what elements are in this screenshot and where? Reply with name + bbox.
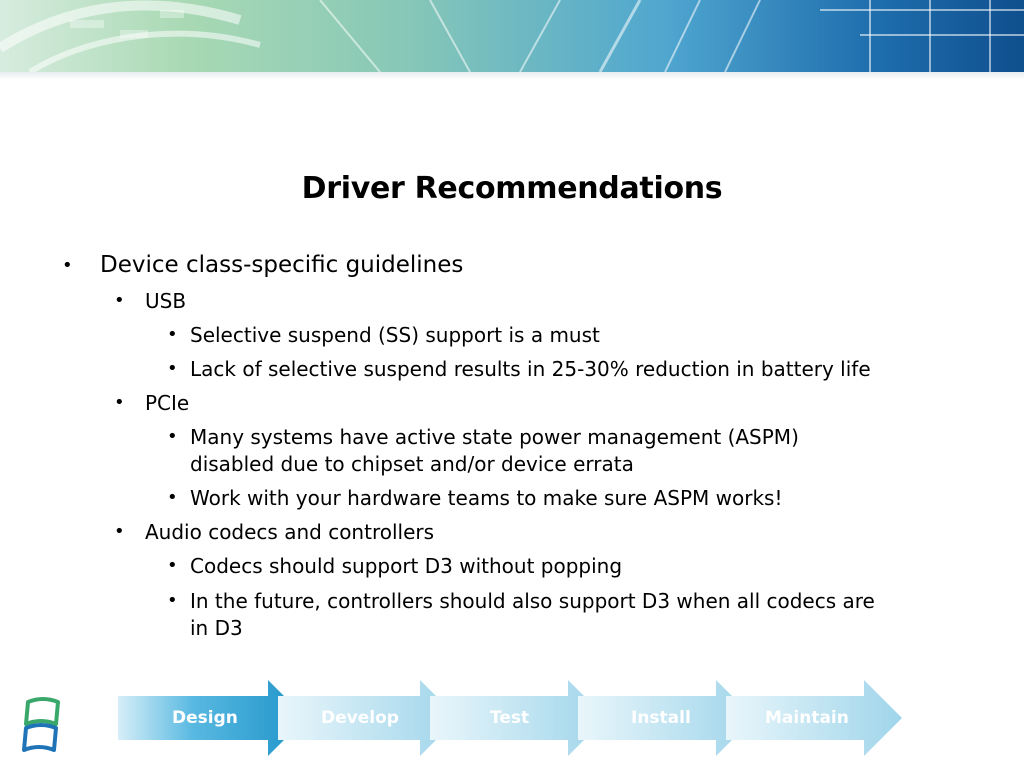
- bullet-dot-icon: •: [167, 358, 178, 379]
- slide-title: Driver Recommendations: [301, 171, 723, 206]
- bullet-dot-icon: •: [167, 590, 178, 611]
- bullet-dot-icon: •: [62, 255, 73, 276]
- bullet-dot-icon: •: [114, 290, 125, 311]
- bullet-dot-icon: •: [167, 555, 178, 576]
- stage-design: Design: [172, 708, 238, 728]
- bullet-dot-icon: •: [167, 487, 178, 508]
- bullet-dot-icon: •: [114, 392, 125, 413]
- bullet-audio-controllers-line1: In the future, controllers should also support D3 when all codecs are: [190, 589, 875, 613]
- bullet-pcie-aspm-line1: Many systems have active state power management (ASPM): [190, 425, 799, 449]
- bullet-usb-battery: Lack of selective suspend results in 25-30% reduction in battery life: [190, 357, 871, 381]
- bullet-dot-icon: •: [167, 426, 178, 447]
- bullet-usb: USB: [145, 289, 187, 313]
- stage-develop: Develop: [321, 708, 399, 728]
- bullet-audio-controllers-line2: in D3: [190, 616, 243, 640]
- bullet-pcie-hardware-teams: Work with your hardware teams to make sure ASPM works!: [190, 486, 783, 510]
- stage-test: Test: [490, 708, 530, 728]
- stage-install: Install: [631, 708, 691, 728]
- bullet-usb-selective-suspend: Selective suspend (SS) support is a must: [190, 323, 600, 347]
- bullet-pcie-aspm-line2: disabled due to chipset and/or device errata: [190, 452, 634, 476]
- bullet-pcie: PCIe: [145, 391, 190, 415]
- bullet-audio: Audio codecs and controllers: [145, 520, 435, 544]
- bullet-dot-icon: •: [114, 521, 125, 542]
- bullet-device-class: Device class-specific guidelines: [100, 252, 464, 278]
- windows-logo-icon: [18, 696, 64, 756]
- process-flow: [118, 680, 908, 756]
- bullet-dot-icon: •: [167, 324, 178, 345]
- bullet-audio-codecs: Codecs should support D3 without popping: [190, 554, 623, 578]
- stage-maintain: Maintain: [765, 708, 849, 728]
